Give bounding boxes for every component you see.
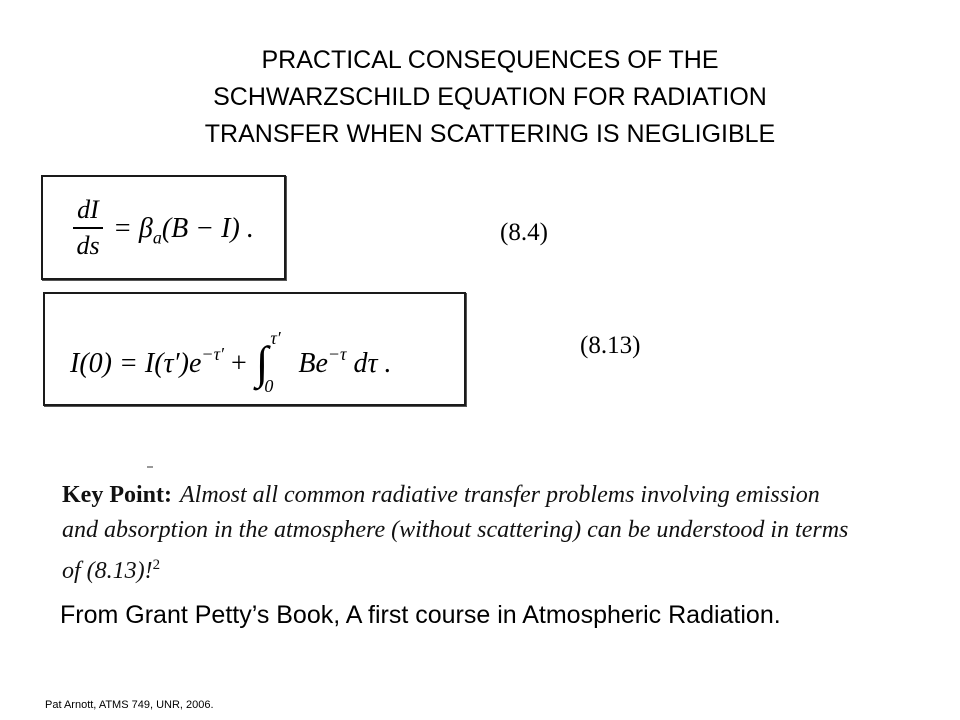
eq2-exponent-2: −τ xyxy=(327,344,347,364)
fraction-bar xyxy=(73,227,103,229)
key-point-text: Almost all common radiative transfer problems involving emission and absorption in the atmosphere (without scattering) can be understood in terms of (8.13)! xyxy=(62,482,849,584)
fraction-denominator: ds xyxy=(76,231,100,260)
eq2-lhs: I(0) = I(τ′)e xyxy=(70,348,202,379)
key-point-paragraph xyxy=(62,478,852,589)
equation-number-8-13: (8.13) xyxy=(580,332,641,359)
eq2-tail: dτ . xyxy=(346,348,392,379)
lower-limit: 0 xyxy=(264,375,274,396)
rhs-tail: (B − I) . xyxy=(161,213,254,244)
eq2-integrand: Be xyxy=(298,348,328,379)
eq2-exponent-1: −τ′ xyxy=(201,344,224,364)
rhs-subscript: a xyxy=(152,227,162,248)
equation-box-8-4 xyxy=(41,175,286,280)
source-citation: From Grant Petty’s Book, A first course in Atmospheric Radiation. xyxy=(60,601,781,629)
title-line: PRACTICAL CONSEQUENCES OF THE xyxy=(261,46,719,74)
title-line: SCHWARZSCHILD EQUATION FOR RADIATION xyxy=(213,83,767,111)
fraction-numerator: dI xyxy=(77,195,99,224)
equation-box-8-13 xyxy=(43,292,466,406)
rhs-lead: = β xyxy=(113,213,153,244)
slide-title xyxy=(60,42,920,153)
integral-sign: ∫ xyxy=(255,337,269,388)
eq2-plus: + xyxy=(230,348,247,379)
derivative-fraction xyxy=(73,195,103,261)
footer-credit: Pat Arnott, ATMS 749, UNR, 2006. xyxy=(45,699,214,711)
equation-rhs xyxy=(113,213,254,249)
equation-number-8-4: (8.4) xyxy=(500,219,548,246)
equation-8-13 xyxy=(70,327,392,396)
key-point-label: Key Point: xyxy=(62,482,172,508)
upper-limit: τ′ xyxy=(270,327,281,348)
scan-speck xyxy=(147,466,153,468)
integral-limits xyxy=(264,327,298,396)
footnote-mark: 2 xyxy=(152,557,161,573)
title-line: TRANSFER WHEN SCATTERING IS NEGLIGIBLE xyxy=(204,120,776,148)
